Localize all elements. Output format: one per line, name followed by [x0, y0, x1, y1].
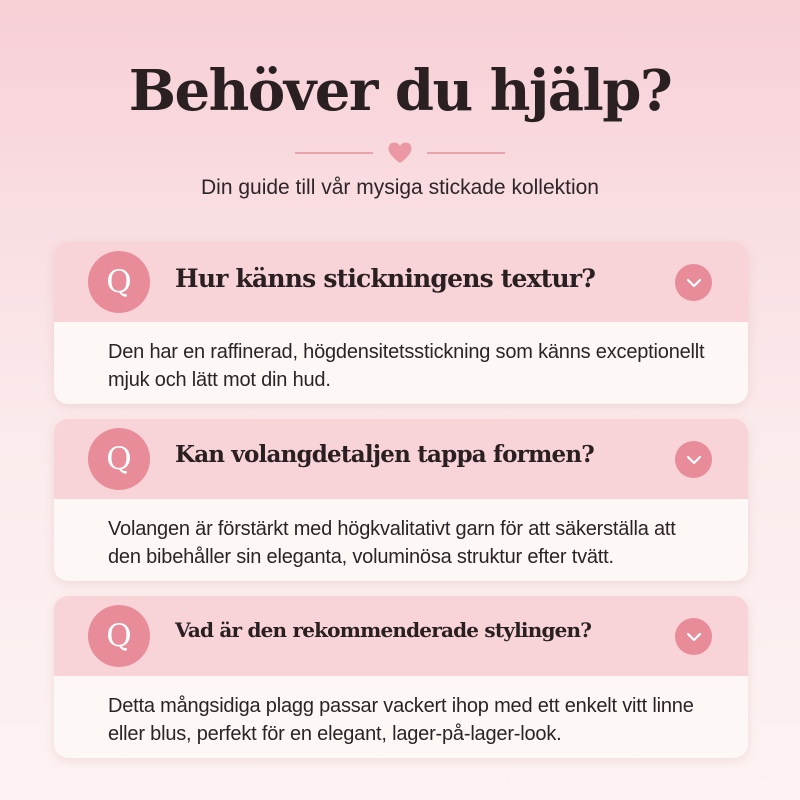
- heart-icon: [387, 141, 413, 165]
- faq-answer: Den har en raffinerad, högdensitetsstickning som känns exceptionellt mjuk och lätt mot din hud.: [108, 341, 705, 391]
- page-title: Behöver du hjälp?: [128, 58, 672, 124]
- divider-line-right: [427, 152, 505, 154]
- expand-toggle-button[interactable]: [675, 264, 712, 301]
- title-divider: [0, 140, 800, 166]
- q-badge: Q: [88, 605, 150, 667]
- q-badge: Q: [88, 251, 150, 313]
- faq-item-ruffle: [54, 419, 748, 581]
- divider-line-left: [295, 152, 373, 154]
- faq-answer: Volangen är förstärkt med högkvalitativt garn för att säkerställa att den bibehåller sin eleganta, voluminösa struktur efter tvätt.: [108, 518, 676, 568]
- faq-question: Hur känns stickningens textur?: [175, 264, 596, 293]
- faq-question: Kan volangdetaljen tappa formen?: [175, 441, 594, 468]
- faq-question: Vad är den rekommenderade stylingen?: [175, 618, 592, 642]
- chevron-down-icon: [686, 278, 702, 288]
- faq-item-styling: [54, 596, 748, 758]
- chevron-down-icon: [686, 632, 702, 642]
- page-subtitle: Din guide till vår mysiga stickade kollektion: [200, 176, 599, 199]
- faq-question-row[interactable]: [54, 242, 748, 322]
- faq-question-row[interactable]: [54, 419, 748, 499]
- chevron-down-icon: [686, 455, 702, 465]
- faq-question-row[interactable]: [54, 596, 748, 676]
- q-badge: Q: [88, 428, 150, 490]
- expand-toggle-button[interactable]: [675, 441, 712, 478]
- faq-answer: Detta mångsidiga plagg passar vackert ihop med ett enkelt vitt linne eller blus, perfekt för en elegant, lager-på-lager-look.: [108, 695, 694, 745]
- expand-toggle-button[interactable]: [675, 618, 712, 655]
- faq-item-texture: [54, 242, 748, 404]
